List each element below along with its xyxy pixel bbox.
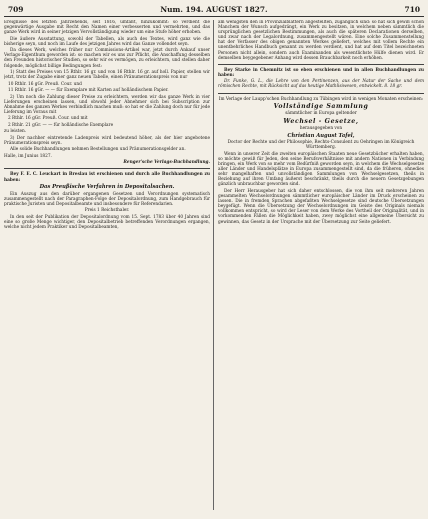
right-column: [218, 20, 424, 510]
price-line: 11 Rthlr. 16 gGr. — — für Exemplare mit Karten auf holländischem Papier.: [8, 88, 169, 94]
signature: Renger'sche Verlags-Buchhandlung.: [123, 160, 210, 166]
editor-description: Doctor der Rechte und der Philosophie, Rechts-Consulent zu Oehringen im Königreich Württemberg.: [227, 140, 415, 151]
page-number-left: 709: [8, 5, 24, 14]
left-column: [4, 20, 214, 510]
paragraph: Die äußere Ausstattung, sowohl der Tabellen, als auch des Textes, wird ganz wie die bisherige seyn, und noch im Laufe des jetzigen Jahres wird das Ganze vollendet seyn.: [4, 36, 210, 47]
paragraph: zu leisten.: [4, 129, 27, 135]
book-title: Das Preußische Verfahren in Depositalsachen.: [39, 184, 175, 190]
notice-intro: Bey F. E. C. Leuckart in Breslau ist erschienen und durch alle Buchhandlungen zu haben:: [4, 172, 210, 183]
paragraph: Wenn in unserer Zeit die zweiten europäischen Staaten neue Gesetzbücher erhalten haben, so möchte gewiß für Jeden, den seine Berufsverhältnisse mit andern Nationen in Verbindung bringen, ein Werk von so mehr vom Bedürfniß geworden seyn, in welchem die Wechselgesetze aller Länder und Handelsplätze in Europa zusammengestellt sind, da die früheren, ohnedies sehr mangelhaften und unvollständigen Sammlungen von Wechselgesetzen, theils in Beziehung auf ihren Umfang äußerst beschränkt, theils durch die neuern Gesetzgebungen gänzlich unbrauchbar geworden sind.: [218, 151, 424, 188]
paragraph: In den seit der Publikation der Depositalordnung vom 15. Sept. 1783 über 40 Jahren sind eine so große Menge wichtiger, den Depositalbetrieb betreffenden Verordnungen ergangen, welche nicht jedem Praktiker und Depositalbeamten,: [4, 214, 210, 230]
book-title: Vollständige Sammlung: [273, 103, 369, 110]
price-line: 2 Rthlr. 16 gGr. Preuß. Cour. und mit: [8, 116, 88, 122]
divider: [218, 93, 424, 94]
book-title: Wechsel - Gesetze,: [283, 117, 359, 125]
book-title: Dr. Funke, G. L., die Lehre von den Pertinenzen, aus der Natur der Sache und dem römischen Rechte, mit Rücksicht auf das heutige Mathlisiwesen, entwickelt. 8. 18 gr.: [218, 79, 424, 90]
price-line: 10 Rthlr. 16 gGr. Preuß. Cour. und: [8, 81, 82, 87]
page-number-right: 710: [404, 5, 420, 14]
paragraph: Da dieses Werk, welches früher nur Commissions-Artikel war, jetzt durch Ankauf unser Verlags-Eigenthum geworden ist: so machen wir es uns zur Pflicht, die Anschaffung desselben den Freunden historischer Studien, so sehr wir es vermögen, zu erleichtern, und stellen daher folgende, möglichst billige Bedingungen fest:: [4, 48, 210, 69]
editor-name: Christian August Tafel,: [287, 132, 355, 139]
book-subtitle: sämmtlicher in Europa geltender: [285, 111, 357, 117]
editor-label: herausgegeben von: [299, 126, 343, 132]
price: Preis 1 Reichsthaler.: [84, 208, 130, 214]
place-date: Halle, im Junius 1827.: [4, 153, 52, 159]
paragraph: Alle solide Buchhandlungen nehmen Bestellungen und Pränumerationsgelder an.: [10, 147, 186, 153]
paragraph: Ereignisse des letzten Jahrzehends, seit 1816, umfaßt, hinzukommt: so verdient die gegenwärtige Ausgabe mit Recht den Namen einer verbesserten und vermehrten, und das ganze Werk wird in seiner jetzigen Vervollständigung wieder um eine Stufe höher erhoben.: [4, 20, 210, 36]
paragraph: Ein Auszug aus den darüber ergangenen Gesetzen und Verordnungen systematisch zusammengestellt nach der Paragraphen-Folge der Depositalordnung, zum Handgebrauch für praktische Juristen und Depositalbeamte und insbesondere für Referendarien.: [4, 191, 210, 207]
condition-3: 3) Der nachher eintretende Ladenpreis wird bedeutend höher, als der hier angebotene Pränumerationspreis seyn.: [4, 135, 210, 146]
paragraph: am wenigsten den in Provinzialblättern angestellten, zugänglich sind: so hat sich gewiß schon Manchem der Wunsch aufgedrängt, ein Werk zu besitzen, in welchem neben sämmtlich die ursprünglichen gesetzlichen Bestimmungen, als auch die späteren Declarationen derselben, und zwar nach der Legalordnung, zusammengestellt wären. Eine solche Zusammenstellung hat der Verfasser des obigen genannten Werkes geliefert, welches mit vollem Rechte ein unentbehrliches Handbuch genannt zu werden verdient, und hat auf dem Titel bezeichneten Personen nicht allein, sondern auch Examinanden als wesentlichste Hülfe dienen wird. Er demselben beygegebener Anhang wird dessen Brauchbarkeit noch erhöhen.: [218, 20, 424, 61]
page-header: [4, 4, 424, 17]
notice-intro: Bey Starke in Chemnitz ist so eben erschienen und in allen Buchhandlungen zu haben:: [218, 67, 424, 78]
paragraph: Der Herr Herausgeber hat sich daher entschlossen, die von ihm seit mehreren Jahren gesammelten Wechselordnungen sämmtlicher europäischer Länder im Druck erscheinen zu lassen. Die in fremden Sprachen abgefaßten Wechselgesetze sind deutsche Übersetzungen beygefügt. Wenn die Übersetzung der Wechselordnungen im Geiste des Originals niemals vollkommen entspricht, so wird der Leser von dem Werke des Vortheil der Originalität, und in vorkommenden Fällen die Möglichkeit haben, zwey möglichst eine allgemeine Übersicht zu gewinnen, das Gesetz in der Ursprache mit der Übersetzung zur Seite geliefert.: [218, 188, 424, 225]
divider: [4, 168, 210, 169]
condition-1: 1) Statt des Preises von 15 Rthlr. 16 gr. und von 16 Rthlr. 16 gr. auf holl. Papier, stellen wir jetzt, trotz der Zugabe einer ganz neuen Tabelle, einen Pränumerationspreis von nur: [4, 70, 210, 81]
notice-intro: Im Verlage der Laupp'schen Buchhandlung zu Tübingen wird in wenigen Monaten erscheinen:: [218, 96, 424, 102]
condition-2: 2) Um noch die Zahlung dieser Preise zu erleichtern, werden wir das ganze Werk in vier Lieferungen erscheinen lassen, und obwohl jeder Abnehmer sich bei Subscription zur Abnahme des ganzen Werkes verbindlich machen muß: so hat er die Zahlung doch nur für jede Lieferung im Voraus mit: [4, 94, 210, 115]
divider: [218, 64, 424, 65]
price-line: 2 Rthlr. 21 gGr. — — für holländische Exemplare: [8, 122, 114, 128]
newspaper-page: [4, 4, 424, 511]
issue-title: Num. 194. AUGUST 1827.: [160, 5, 268, 14]
